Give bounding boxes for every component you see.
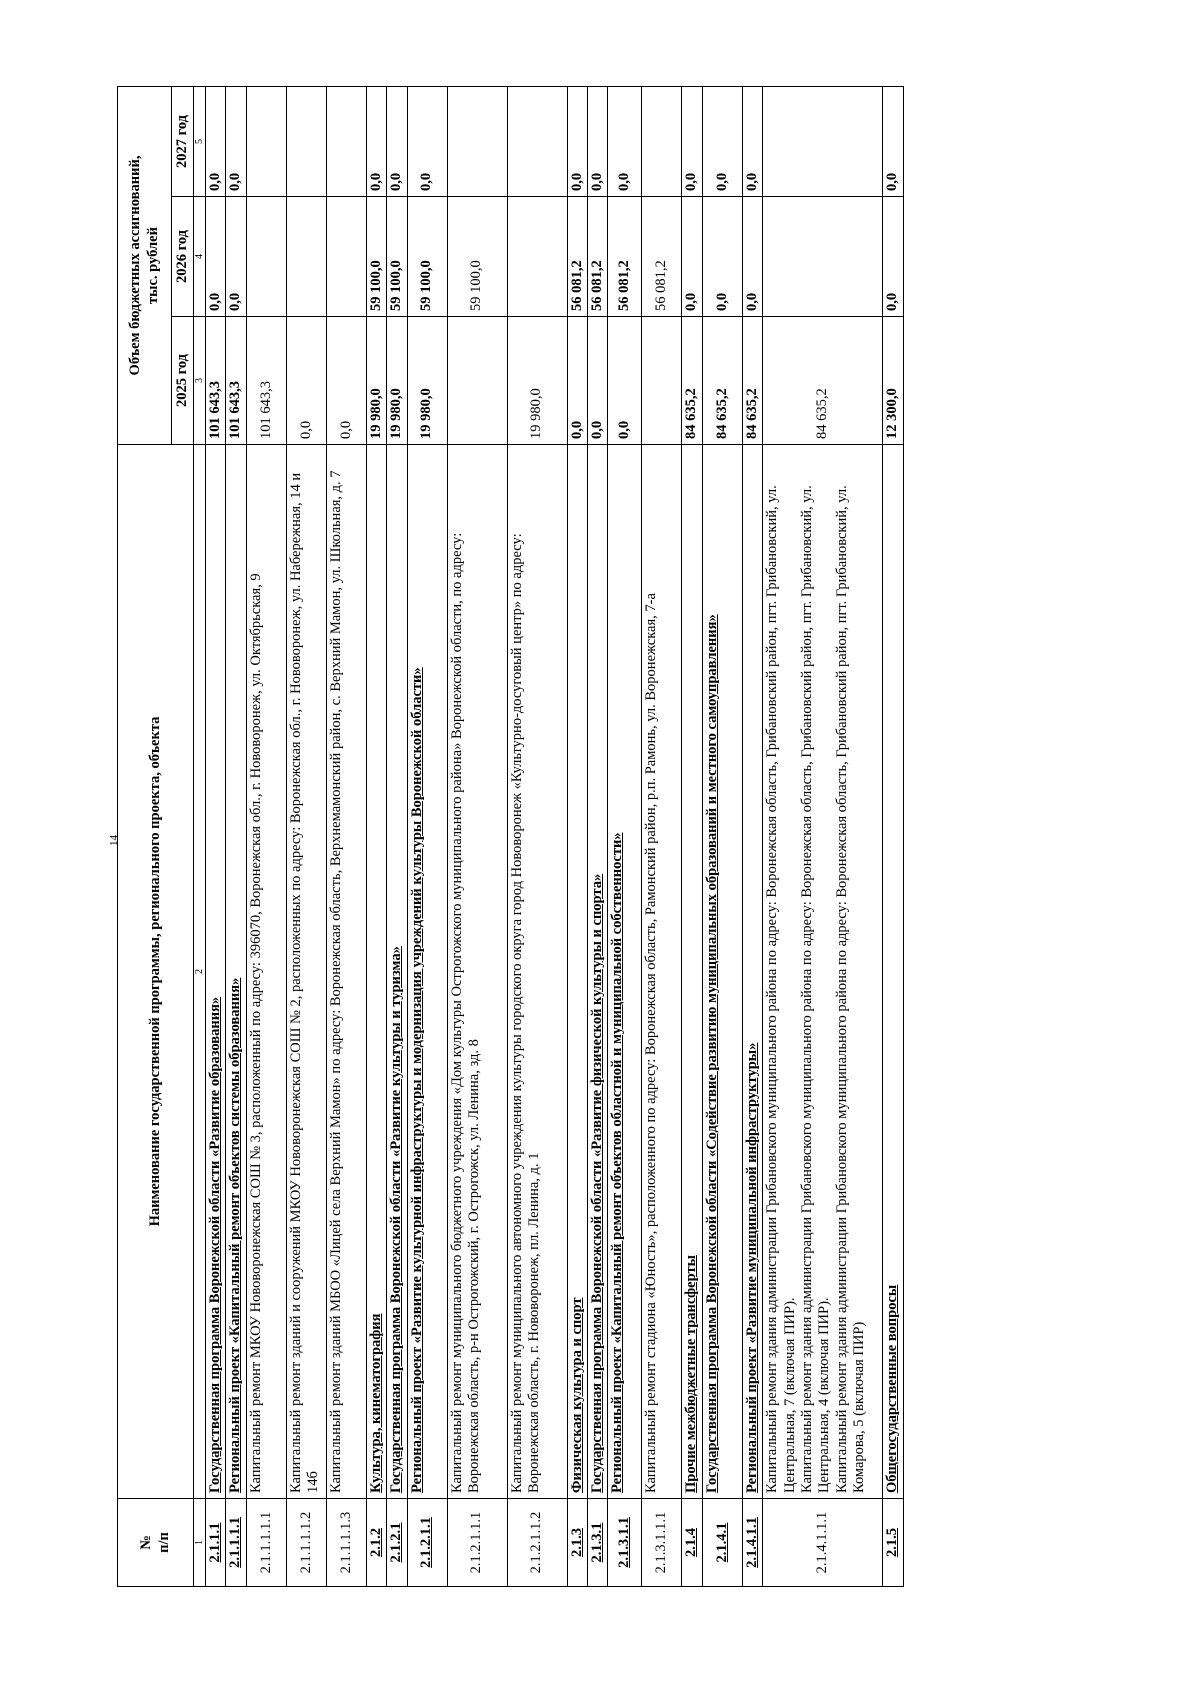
table-row	[507, 87, 567, 1587]
col-index: 2	[194, 445, 206, 1499]
row-value-2026-cell: 59 100,0	[387, 197, 407, 317]
row-value-2026-cell	[507, 197, 567, 317]
row-value-2027-cell: 0,0	[682, 87, 702, 197]
row-value-2026-cell	[286, 197, 326, 317]
row-number-cell: 2.1.2.1.1.1	[447, 1499, 507, 1587]
row-value-2025-cell: 12 300,0	[883, 317, 903, 445]
row-value-2027-cell	[507, 87, 567, 197]
row-value-2026-cell: 0,0	[742, 197, 762, 317]
row-number-cell: 2.1.2.1	[387, 1499, 407, 1587]
row-name-cell: Физическая культура и спорт	[567, 445, 587, 1499]
row-number-cell: 2.1.4.1.1.1	[763, 1499, 883, 1587]
row-value-2026-cell: 56 081,2	[608, 197, 642, 317]
row-value-2027-cell	[326, 87, 366, 197]
row-value-2025-cell: 84 635,2	[682, 317, 702, 445]
row-value-2025-cell: 84 635,2	[702, 317, 742, 445]
row-number-cell: 2.1.3.1	[587, 1499, 607, 1587]
row-value-2025-cell: 0,0	[326, 317, 366, 445]
row-name-cell: Государственная программа Воронежской области «Развитие физической культуры и спорта»	[587, 445, 607, 1499]
row-name-cell: Государственная программа Воронежской области «Развитие культуры и туризма»	[387, 445, 407, 1499]
row-value-2027-cell: 0,0	[567, 87, 587, 197]
col-header-year-2026: 2026 год	[172, 197, 194, 317]
row-value-2026-cell: 0,0	[682, 197, 702, 317]
row-number-cell: 2.1.5	[883, 1499, 903, 1587]
row-value-2027-cell: 0,0	[883, 87, 903, 197]
row-name-cell: Капитальный ремонт зданий МБОО «Лицей села Верхний Мамон» по адресу: Воронежская область, Верхнемамонский район, с. Верхний Мамон, ул. Школьная, д. 7	[326, 445, 366, 1499]
row-name-cell: Региональный проект «Развитие культурной инфраструктуры и модернизация учреждений культуры Воронежской области»	[407, 445, 447, 1499]
row-name-cell: Государственная программа Воронежской области «Содействие развитию муниципальных образований и местного самоуправления»	[702, 445, 742, 1499]
row-value-2025-cell: 19 980,0	[407, 317, 447, 445]
row-value-2027-cell: 0,0	[742, 87, 762, 197]
table-row	[763, 87, 883, 1587]
row-value-2027-cell	[642, 87, 682, 197]
row-value-2026-cell: 0,0	[226, 197, 246, 317]
row-number-cell: 2.1.3.1.1.1	[642, 1499, 682, 1587]
row-number-cell: 2.1.4.1	[702, 1499, 742, 1587]
row-value-2026-cell: 59 100,0	[447, 197, 507, 317]
row-value-2026-cell: 56 081,2	[642, 197, 682, 317]
page-number: 14	[108, 835, 120, 846]
row-name-cell: Капитальный ремонт муниципального бюджетного учреждения «Дом культуры Острогожского муниципального района» Воронежской области, по адресу: Воронежская область, р-н Острогожский, г. Острогожск, ул. Ленина, зд. 8	[447, 445, 507, 1499]
row-value-2026-cell	[763, 197, 883, 317]
row-value-2025-cell: 0,0	[608, 317, 642, 445]
row-value-2025-cell: 84 635,2	[742, 317, 762, 445]
row-value-2026-cell: 59 100,0	[366, 197, 386, 317]
col-header-name: Наименование государственной программы, регионального проекта, объекта	[118, 445, 194, 1499]
col-header-year-2025: 2025 год	[172, 317, 194, 445]
col-index: 3	[194, 317, 206, 445]
table-row	[226, 87, 246, 1587]
row-number-cell: 2.1.1.1	[206, 1499, 226, 1587]
table-row	[326, 87, 366, 1587]
table-row	[642, 87, 682, 1587]
row-value-2027-cell: 0,0	[608, 87, 642, 197]
row-value-2025-cell: 19 980,0	[366, 317, 386, 445]
row-value-2027-cell: 0,0	[587, 87, 607, 197]
row-number-cell: 2.1.1.1.1.2	[286, 1499, 326, 1587]
row-value-2025-cell: 84 635,2	[763, 317, 883, 445]
col-index: 1	[194, 1499, 206, 1587]
row-value-2027-cell	[447, 87, 507, 197]
row-value-2027-cell: 0,0	[226, 87, 246, 197]
row-value-2025-cell: 0,0	[567, 317, 587, 445]
row-value-2027-cell: 0,0	[407, 87, 447, 197]
row-number-cell: 2.1.2.1.1.2	[507, 1499, 567, 1587]
table-row	[682, 87, 702, 1587]
row-value-2025-cell	[642, 317, 682, 445]
row-value-2026-cell: 0,0	[883, 197, 903, 317]
table-row	[567, 87, 587, 1587]
row-name-cell: Региональный проект «Капитальный ремонт объектов областной и муниципальной собственности»	[608, 445, 642, 1499]
row-value-2025-cell: 101 643,3	[246, 317, 286, 445]
row-name-cell: Общегосударственные вопросы	[883, 445, 903, 1499]
col-header-number: № п/п	[118, 1499, 194, 1587]
table-row	[387, 87, 407, 1587]
row-value-2025-cell	[447, 317, 507, 445]
table-row	[246, 87, 286, 1587]
row-value-2027-cell: 0,0	[206, 87, 226, 197]
table-body	[206, 87, 904, 1587]
row-value-2025-cell: 0,0	[587, 317, 607, 445]
row-number-cell: 2.1.4.1.1	[742, 1499, 762, 1587]
row-name-cell: Культура, кинематография	[366, 445, 386, 1499]
row-number-cell: 2.1.2.1.1	[407, 1499, 447, 1587]
row-number-cell: 2.1.2	[366, 1499, 386, 1587]
row-name-cell: Капитальный ремонт МКОУ Нововоронежская СОШ № 3, расположенный по адресу: 396070, Воронежская обл., г. Нововоронеж, ул. Октябрьская, 9	[246, 445, 286, 1499]
col-index: 4	[194, 197, 206, 317]
table-row	[366, 87, 386, 1587]
row-value-2026-cell: 59 100,0	[407, 197, 447, 317]
row-number-cell: 2.1.1.1.1.3	[326, 1499, 366, 1587]
table-row	[587, 87, 607, 1587]
table-row	[447, 87, 507, 1587]
row-value-2027-cell: 0,0	[702, 87, 742, 197]
row-name-cell: Государственная программа Воронежской области «Развитие образования»	[206, 445, 226, 1499]
row-name-cell: Капитальный ремонт стадиона «Юность», расположенного по адресу: Воронежская область, Рамонский район, р.п. Рамонь, ул. Воронежская, 7-а	[642, 445, 682, 1499]
row-value-2027-cell	[286, 87, 326, 197]
table-row	[702, 87, 742, 1587]
table-row	[206, 87, 226, 1587]
row-value-2026-cell: 56 081,2	[567, 197, 587, 317]
col-header-year-2027: 2027 год	[172, 87, 194, 197]
row-value-2027-cell	[246, 87, 286, 197]
row-value-2026-cell	[246, 197, 286, 317]
row-number-cell: 2.1.3	[567, 1499, 587, 1587]
table-row	[608, 87, 642, 1587]
table-row	[742, 87, 762, 1587]
budget-table-sheet	[117, 87, 1077, 1587]
col-header-budget: Объем бюджетных ассигнований, тыс. рублей	[118, 87, 172, 445]
row-value-2025-cell: 19 980,0	[387, 317, 407, 445]
row-value-2025-cell: 0,0	[286, 317, 326, 445]
row-name-cell: Капитальный ремонт здания администрации Грибановского муниципального района по адресу: Воронежская область, Грибановский район, пгт. Грибановский, ул. Центральная, 7 (включая ПИР). Капитальный ремонт здания администрации Грибановского муниципального района по адресу: Воронежская область, Грибановский район, пгт. Грибановский, ул. Центральная, 4 (включая ПИР). Капитальный ремонт здания администрации Грибановского муниципального района по адресу: Воронежская область, Грибановский район, пгт. Грибановский, ул. Комарова, 5 (включая ПИР)	[763, 445, 883, 1499]
row-name-cell: Капитальный ремонт зданий и сооружений МКОУ Нововоронежская СОШ № 2, расположенных по адресу: Воронежская обл., г. Нововоронеж, ул. Набережная, 14 и 14б	[286, 445, 326, 1499]
row-value-2026-cell: 56 081,2	[587, 197, 607, 317]
col-index: 5	[194, 87, 206, 197]
row-value-2025-cell: 101 643,3	[226, 317, 246, 445]
row-value-2026-cell	[326, 197, 366, 317]
table-row	[883, 87, 903, 1587]
row-value-2025-cell: 101 643,3	[206, 317, 226, 445]
row-number-cell: 2.1.1.1.1	[226, 1499, 246, 1587]
row-name-cell: Региональный проект «Развитие муниципальной инфраструктуры»	[742, 445, 762, 1499]
table-row	[286, 87, 326, 1587]
row-number-cell: 2.1.4	[682, 1499, 702, 1587]
row-value-2027-cell: 0,0	[366, 87, 386, 197]
row-value-2026-cell: 0,0	[206, 197, 226, 317]
row-name-cell: Прочие межбюджетные трансферты	[682, 445, 702, 1499]
row-value-2025-cell: 19 980,0	[507, 317, 567, 445]
row-value-2027-cell	[763, 87, 883, 197]
row-value-2026-cell: 0,0	[702, 197, 742, 317]
row-name-cell: Региональный проект «Капитальный ремонт объектов системы образования»	[226, 445, 246, 1499]
row-number-cell: 2.1.1.1.1.1	[246, 1499, 286, 1587]
table-row	[407, 87, 447, 1587]
row-name-cell: Капитальный ремонт муниципального автономного учреждения культуры городского округа город Нововоронеж «Культурно-досуговый центр» по адресу: Воронежская область, г. Нововоронеж, пл. Ленина, д. 1	[507, 445, 567, 1499]
row-number-cell: 2.1.3.1.1	[608, 1499, 642, 1587]
row-value-2027-cell: 0,0	[387, 87, 407, 197]
budget-allocation-table	[117, 86, 904, 1587]
